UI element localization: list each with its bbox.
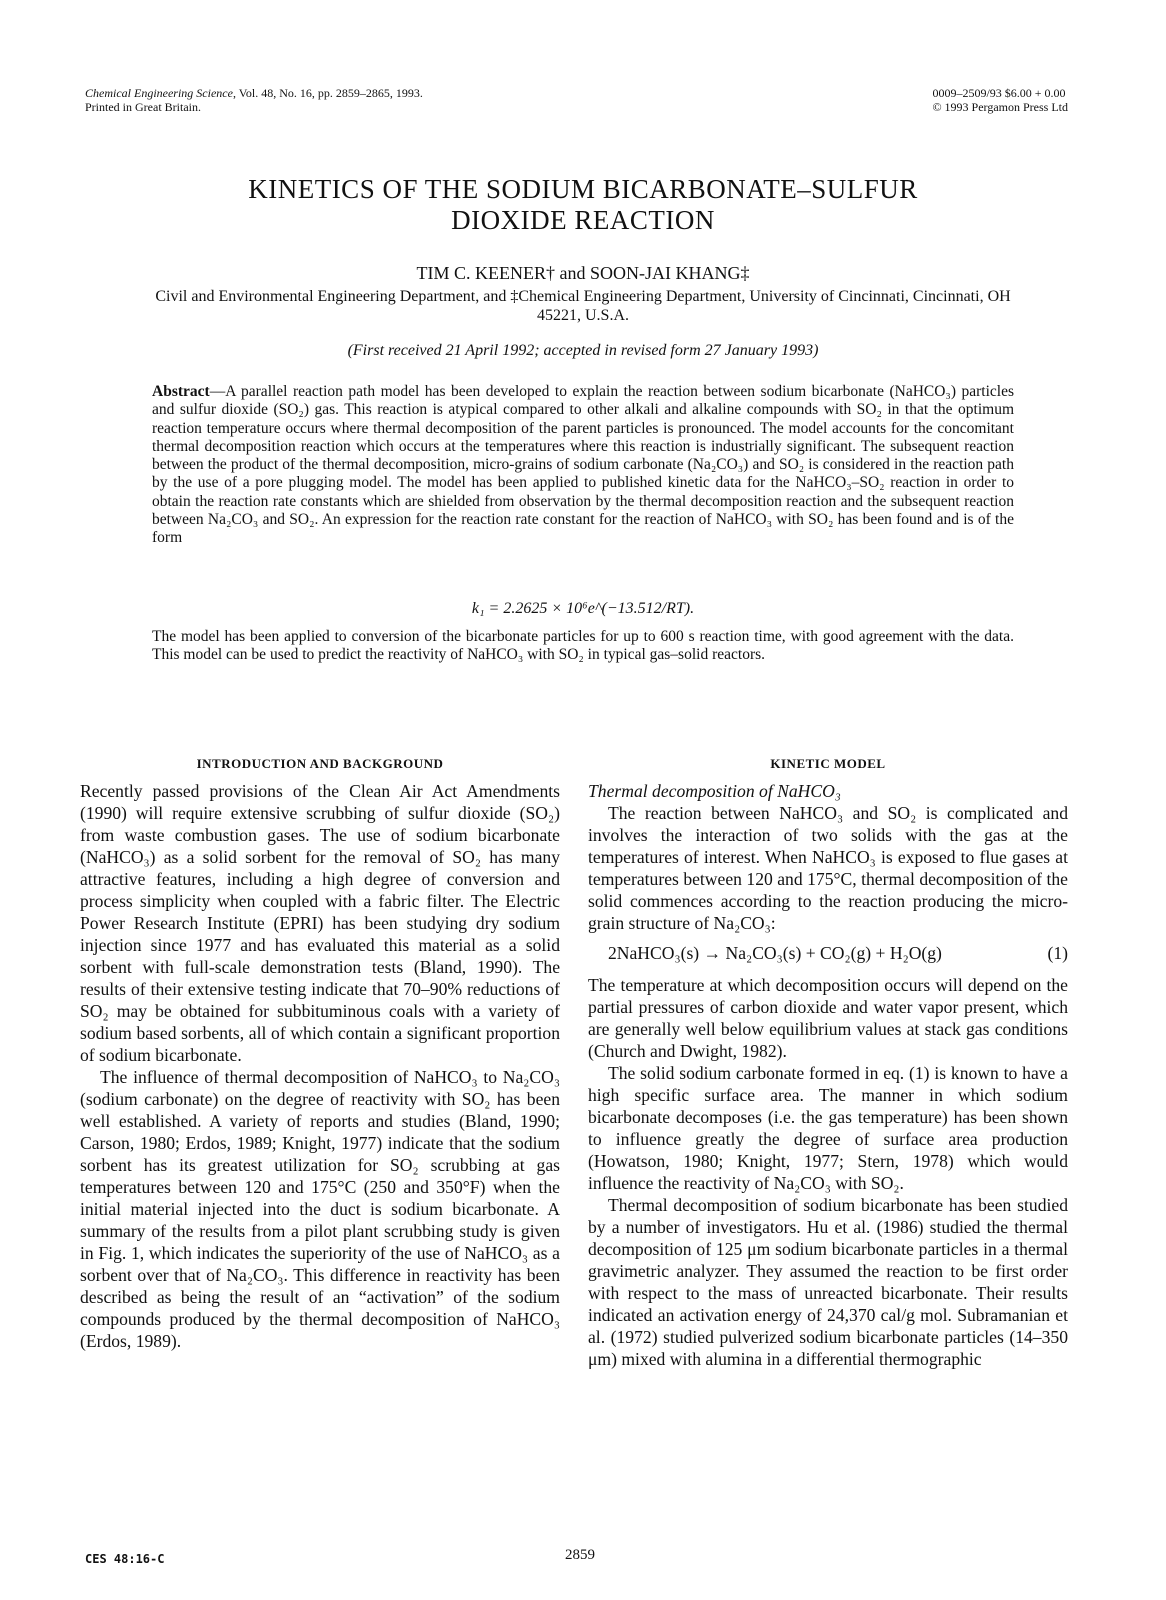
section-heading-kinetic-model: KINETIC MODEL [770, 756, 886, 771]
model-paragraph-4: Thermal decomposition of sodium bicarbonate has been studied by a number of investigators. Hu et al. (1986) studied the thermal decomposition of 125 μm sodium bicarbonate particles in a thermal gravimetric analyzer. They assumed the reaction to be first order with respect to the mass of unreacted bicarbonate. Their results indicated an activation energy of 24,370 cal/g mol. Subramanian et al. (1972) studied pulverized sodium bicarbonate particles (14–350 μm) mixed with alumina in a differential thermographic [588, 1195, 1068, 1369]
journal-name: Chemical Engineering Science [85, 86, 233, 100]
model-paragraph-2: The temperature at which decomposition occurs will depend on the partial pressures of carbon dioxide and water vapor present, which are generally well below equilibrium values at stack gas conditions (Church and Dwight, 1982). [588, 975, 1068, 1061]
page-number: 2859 [565, 1547, 595, 1563]
intro-paragraph-1: Recently passed provisions of the Clean Air Act Amendments (1990) will require extensive scrubbing of sulfur dioxide (SO₂) from waste combustion gases. The use of sodium bicarbonate (NaHCO₃) as a solid sorbent for the removal of SO₂ has many attractive features, including a high degree of conversion and process simplicity when coupled with a fabric filter. The Electric Power Research Institute (EPRI) has been studying dry sodium injection since 1977 and has evaluated this material as a solid sorbent with full-scale demonstration tests (Bland, 1990). The results of their extensive testing indicate that 70–90% reductions of SO₂ may be obtained for subbituminous coals with a variety of sodium based sorbents, all of which contain a significant proportion of sodium bicarbonate. [80, 781, 560, 1065]
received-dates: (First received 21 April 1992; accepted in revised form 27 January 1993) [347, 342, 819, 359]
affiliation: Civil and Environmental Engineering Department, and ‡Chemical Engineering Department, University of Cincinnati, Cincinnati, OH 45221, U.S.A. [155, 288, 1011, 324]
model-paragraph-1: The reaction between NaHCO₃ and SO₂ is complicated and involves the interaction of two solids with the gas at the temperatures of interest. When NaHCO₃ is exposed to flue gases at temperatures between 120 and 175°C, thermal decomposition of the solid commences according to the reaction producing the micro-grain structure of Na₂CO₃: [588, 803, 1068, 933]
authors: TIM C. KEENER† and SOON-JAI KHANG‡ [416, 263, 750, 283]
title-line-1: KINETICS OF THE SODIUM BICARBONATE–SULFUR [248, 174, 918, 204]
abstract-label: Abstract [152, 383, 210, 400]
equation-number: (1) [1047, 943, 1068, 963]
abstract-body: —A parallel reaction path model has been developed to explain the reaction between sodium bicarbonate (NaHCO₃) particles and sulfur dioxide (SO₂) gas. This reaction is atypical compared to other alkali and alkaline compounds with SO₂ in that the optimum reaction temperature occurs where thermal decomposition of the parent particles is pronounced. The model accounts for the concomitant thermal decomposition reaction which occurs at the temperatures where this reaction is industrially significant. The subsequent reaction between the product of the thermal decomposition, micro-grains of sodium carbonate (Na₂CO₃) and SO₂ is considered in the reaction path by the use of a pore plugging model. The model has been applied to published kinetic data for the NaHCO₃–SO₂ reaction in order to obtain the reaction rate constants which are shielded from observation by the thermal decomposition reaction and the subsequent reaction between Na₂CO₃ and SO₂. An expression for the reaction rate constant for the reaction of NaHCO₃ with SO₂ has been found and is of the form [152, 383, 1014, 547]
title-line-2: DIOXIDE REACTION [451, 205, 715, 235]
equation-body: 2NaHCO₃(s) → Na₂CO₃(s) + CO₂(g) + H₂O(g) [608, 943, 942, 963]
intro-paragraph-2: The influence of thermal decomposition of NaHCO₃ to Na₂CO₃ (sodium carbonate) on the degree of reactivity with SO₂ has been well established. A variety of reports and studies (Bland, 1990; Carson, 1980; Erdos, 1989; Knight, 1977) indicate that the sodium sorbent has its greatest utilization for SO₂ scrubbing at gas temperatures between 120 and 175°C (250 and 350°F) when the initial material injected into the duct is sodium bicarbonate. A summary of the results from a pilot plant scrubbing study is given in Fig. 1, which indicates the superiority of the use of NaHCO₃ as a sorbent over that of Na₂CO₃. This difference in reactivity has been described as being the result of an “activation” of the sodium compounds produced by the thermal decomposition of NaHCO₃ (Erdos, 1989). [80, 1067, 560, 1351]
equation-1 [588, 942, 1068, 964]
subsection-heading: Thermal decomposition of NaHCO₃ [588, 781, 841, 801]
model-paragraph-3: The solid sodium carbonate formed in eq. (1) is known to have a high specific surface area. The manner in which sodium bicarbonate decomposes (i.e. the gas temperature) has been shown to influence greatly the degree of surface area production (Howatson, 1980; Knight, 1977; Stern, 1978) which would influence the reactivity of Na₂CO₃ with SO₂. [588, 1063, 1068, 1193]
abstract-equation: k₁ = 2.2625 × 10⁶e^(−13.512/RT). [471, 600, 695, 617]
running-header-left [85, 86, 423, 114]
copyright: © 1993 Pergamon Press Ltd [932, 100, 1068, 114]
running-header-right [932, 86, 1068, 114]
footer-code: CES 48:16-C [85, 1552, 165, 1566]
right-column [588, 753, 1068, 1370]
issn-price: 0009–2509/93 $6.00 + 0.00 [932, 86, 1066, 100]
left-column [80, 753, 560, 1352]
paper-title [80, 174, 1086, 236]
abstract-conclusion: The model has been applied to conversion of the bicarbonate particles for up to 600 s reaction time, with good agreement with the data. This model can be used to predict the reactivity of NaHCO₃ with SO₂ in typical gas–solid reactors. [152, 628, 1014, 664]
abstract [152, 383, 1014, 548]
section-heading-introduction: INTRODUCTION AND BACKGROUND [196, 756, 444, 771]
journal-citation: , Vol. 48, No. 16, pp. 2859–2865, 1993. [232, 86, 423, 100]
printed-note: Printed in Great Britain. [85, 100, 201, 114]
